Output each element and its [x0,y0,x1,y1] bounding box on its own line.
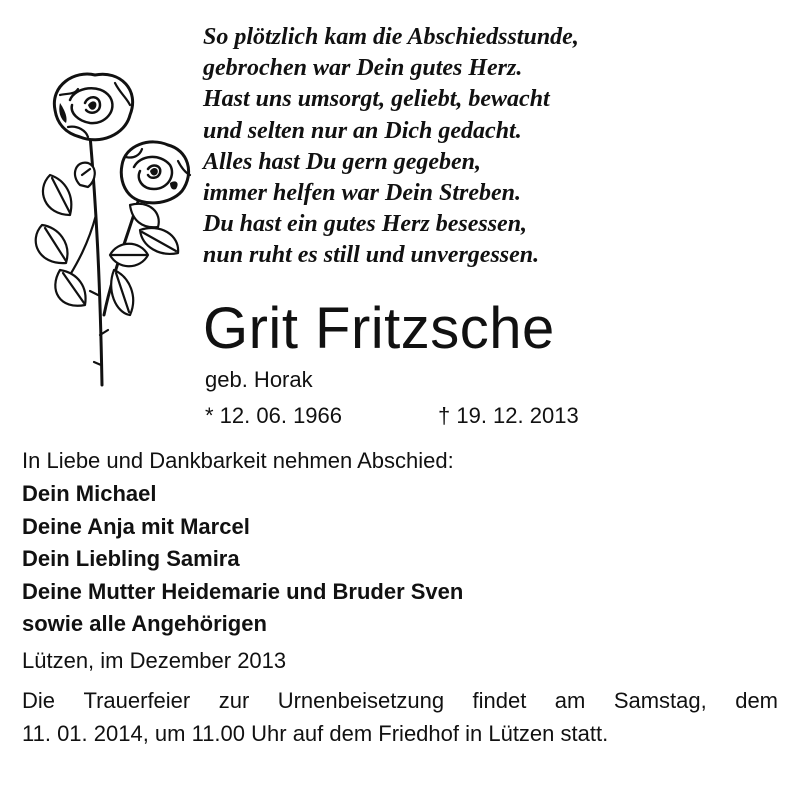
notice-word: Urnenbeisetzung [277,688,445,713]
poem-line: Hast uns umsorgt, geliebt, bewacht [203,86,550,113]
birth-date: * 12. 06. 1966 [205,403,343,428]
notice-line: 11. 01. 2014, um 11.00 Uhr auf dem Friedhof in Lützen statt. [22,721,609,746]
mourner: Deine Mutter Heidemarie und Bruder Sven [22,578,464,604]
notice-word: Die [22,688,56,713]
mourner: Dein Michael [22,481,157,506]
mourner: sowie alle Angehörigen [22,611,267,636]
notice-line [22,684,778,717]
poem-line: und selten nur an Dich gedacht. [203,117,522,144]
notice-word: zur [218,688,250,713]
mourners-list [22,478,463,641]
mourner: Deine Anja mit Marcel [22,513,250,539]
poem [203,22,763,272]
rose-icon [30,65,200,390]
death-date: † 19. 12. 2013 [438,403,579,428]
notice-word: dem [735,688,778,713]
place-date: Lützen, im Dezember 2013 [22,648,287,673]
poem-line: Du hast ein gutes Herz besessen, [203,211,528,238]
birth-name: geb. Horak [205,367,313,392]
notice-word: am [554,688,586,713]
poem-line: nun ruht es still und unvergessen. [203,242,540,269]
notice-word: findet [472,688,527,713]
farewell-intro: In Liebe und Dankbarkeit nehmen Abschied: [22,448,454,473]
notice-word: Samstag, [613,688,707,713]
notice-word: Trauerfeier [83,688,191,713]
poem-line: So plötzlich kam die Abschiedsstunde, [203,24,579,50]
poem-line: immer helfen war Dein Streben. [203,180,522,207]
funeral-notice [22,684,778,750]
poem-line: gebrochen war Dein gutes Herz. [203,55,523,82]
mourner: Dein Liebling Samira [22,546,240,571]
deceased-name: Grit Fritzsche [203,296,555,361]
poem-line: Alles hast Du gern gegeben, [203,148,482,175]
